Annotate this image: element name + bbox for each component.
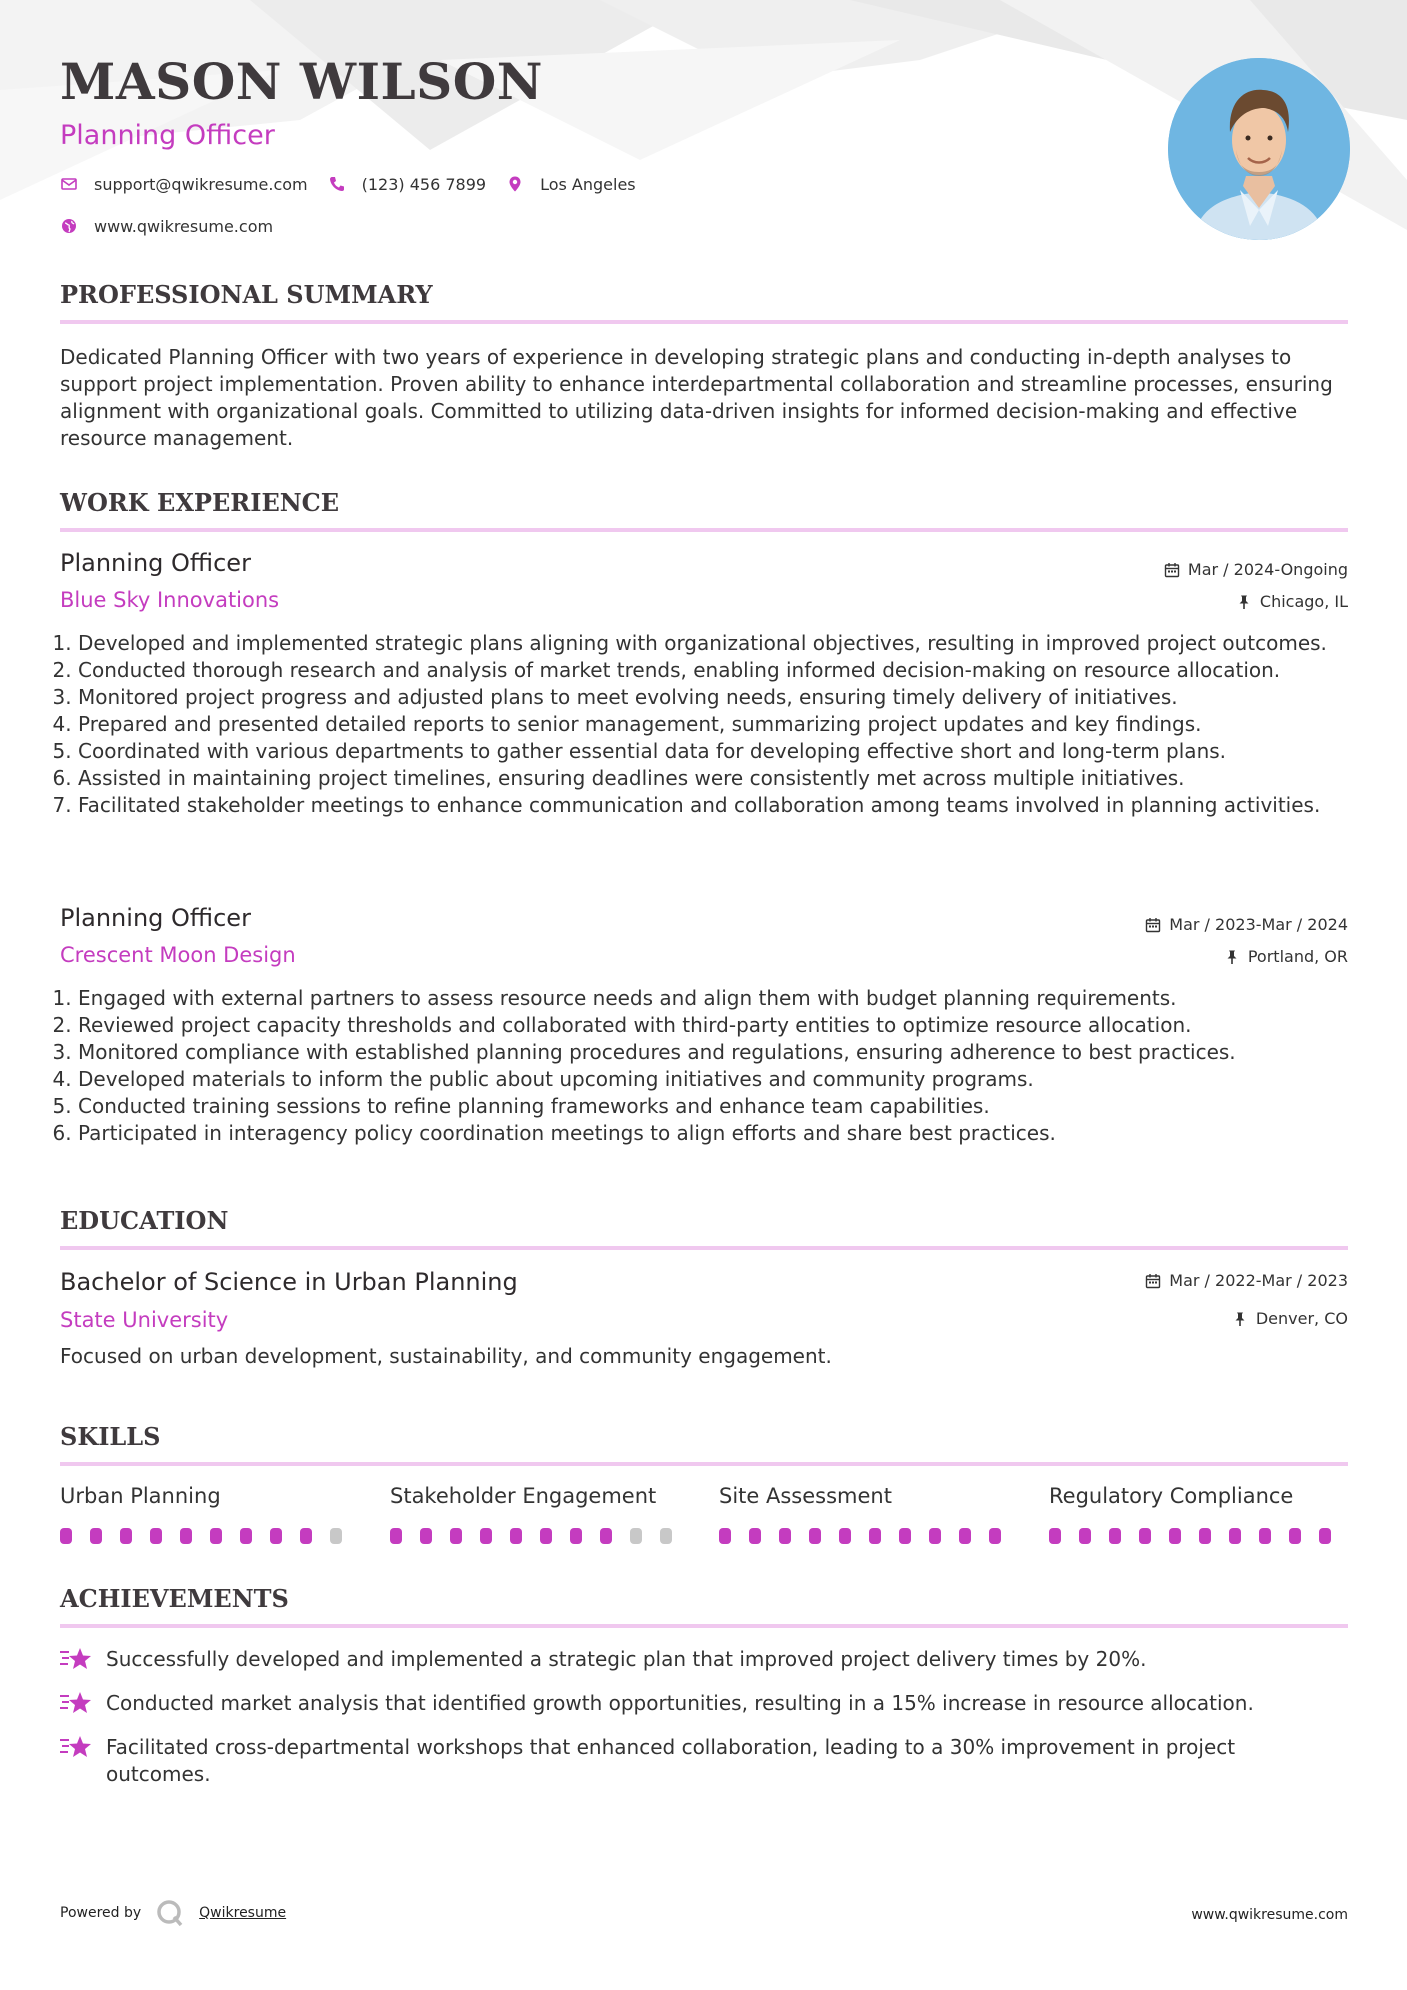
list-item: 1. Developed and implemented strategic plans aligning with organizational objectives, resulting in improved project outcomes. bbox=[78, 630, 1366, 657]
section-divider bbox=[60, 1624, 1348, 1628]
rating-dot-filled bbox=[300, 1528, 312, 1544]
envelope-icon bbox=[60, 175, 78, 193]
education-dates bbox=[1145, 1271, 1348, 1290]
rating-dot-filled bbox=[929, 1528, 941, 1544]
rating-dot-filled bbox=[839, 1528, 851, 1544]
rating-dot-filled bbox=[719, 1528, 731, 1544]
job-title: Planning Officer bbox=[60, 549, 251, 577]
job-location-text: Chicago, IL bbox=[1259, 592, 1348, 611]
job-dates bbox=[1164, 560, 1348, 579]
education-description: Focused on urban development, sustainability, and community engagement. bbox=[60, 1344, 832, 1368]
map-pin-icon bbox=[506, 175, 524, 193]
job-title: Planning Officer bbox=[60, 904, 251, 932]
skill-rating bbox=[60, 1528, 360, 1544]
company-name: Crescent Moon Design bbox=[60, 943, 296, 967]
rating-dot-filled bbox=[779, 1528, 791, 1544]
rating-dot-filled bbox=[1169, 1528, 1181, 1544]
skill-rating bbox=[390, 1528, 690, 1544]
email-contact[interactable] bbox=[60, 175, 308, 194]
pushpin-icon bbox=[1232, 1311, 1248, 1327]
rating-dot-filled bbox=[1319, 1528, 1331, 1544]
rating-dot-filled bbox=[869, 1528, 881, 1544]
location-contact bbox=[506, 175, 636, 194]
rating-dot-filled bbox=[1289, 1528, 1301, 1544]
section-divider bbox=[60, 320, 1348, 324]
rating-dot-filled bbox=[1079, 1528, 1091, 1544]
job-dates-text: Mar / 2024-Ongoing bbox=[1187, 560, 1348, 579]
shooting-star-icon bbox=[60, 1734, 92, 1760]
education-dates-text: Mar / 2022-Mar / 2023 bbox=[1169, 1271, 1348, 1290]
rating-dot-filled bbox=[1109, 1528, 1121, 1544]
list-item: 5. Coordinated with various departments to gather essential data for developing effective short and long-term plans. bbox=[78, 738, 1366, 765]
list-item: 6. Participated in interagency policy coordination meetings to align efforts and share best practices. bbox=[78, 1120, 1366, 1147]
list-item bbox=[60, 1646, 1348, 1673]
summary-text: Dedicated Planning Officer with two years of experience in developing strategic plans and conducting in-depth analyses to support project implementation. Proven ability to enhance interdepartmental collaboration and streamline processes, ensuring alignment with organizational goals. Committed to utilizing data-driven insights for informed decision-making and effective resource management. bbox=[60, 345, 1333, 450]
list-item: 2. Conducted thorough research and analysis of market trends, enabling informed decision-making on resource allocation. bbox=[78, 657, 1366, 684]
degree-title: Bachelor of Science in Urban Planning bbox=[60, 1268, 518, 1296]
section-divider bbox=[60, 528, 1348, 532]
list-item: 3. Monitored project progress and adjusted plans to meet evolving needs, ensuring timely delivery of initiatives. bbox=[78, 684, 1366, 711]
rating-dot-filled bbox=[1199, 1528, 1211, 1544]
calendar-icon bbox=[1145, 917, 1161, 933]
rating-dot-filled bbox=[390, 1528, 402, 1544]
rating-dot-empty bbox=[630, 1528, 642, 1544]
rating-dot-filled bbox=[989, 1528, 1001, 1544]
section-divider bbox=[60, 1246, 1348, 1250]
candidate-name: MASON WILSON bbox=[60, 52, 543, 111]
rating-dot-filled bbox=[120, 1528, 132, 1544]
rating-dot-filled bbox=[899, 1528, 911, 1544]
list-item: 7. Facilitated stakeholder meetings to enhance communication and collaboration among teams involved in planning activities. bbox=[78, 792, 1366, 819]
rating-dot-filled bbox=[150, 1528, 162, 1544]
skills-heading: SKILLS bbox=[60, 1422, 161, 1451]
job-dates bbox=[1145, 915, 1348, 934]
list-item: 5. Conducted training sessions to refine planning frameworks and enhance team capabilities. bbox=[78, 1093, 1366, 1120]
rating-dot-filled bbox=[1229, 1528, 1241, 1544]
rating-dot-filled bbox=[90, 1528, 102, 1544]
phone-icon bbox=[328, 175, 346, 193]
skill-item bbox=[719, 1484, 1019, 1544]
company-name: Blue Sky Innovations bbox=[60, 588, 280, 612]
rating-dot-filled bbox=[210, 1528, 222, 1544]
list-item bbox=[60, 1734, 1348, 1788]
achievements-list bbox=[60, 1646, 1348, 1805]
skill-rating bbox=[1049, 1528, 1349, 1544]
skill-rating bbox=[719, 1528, 1019, 1544]
school-name: State University bbox=[60, 1308, 229, 1332]
job-dates-text: Mar / 2023-Mar / 2024 bbox=[1169, 915, 1348, 934]
education-location-text: Denver, CO bbox=[1255, 1309, 1348, 1328]
education-location bbox=[1232, 1309, 1348, 1328]
rating-dot-filled bbox=[540, 1528, 552, 1544]
rating-dot-filled bbox=[510, 1528, 522, 1544]
skill-item bbox=[60, 1484, 360, 1544]
profile-photo bbox=[1168, 58, 1350, 240]
summary-heading: PROFESSIONAL SUMMARY bbox=[60, 280, 433, 309]
footer-powered-by bbox=[60, 1898, 286, 1928]
website-text: www.qwikresume.com bbox=[94, 216, 274, 236]
phone-contact[interactable] bbox=[328, 175, 486, 194]
rating-dot-empty bbox=[330, 1528, 342, 1544]
phone-text: (123) 456 7899 bbox=[361, 174, 487, 194]
email-text: support@qwikresume.com bbox=[94, 174, 308, 194]
rating-dot-filled bbox=[600, 1528, 612, 1544]
list-item: 3. Monitored compliance with established planning procedures and regulations, ensuring adherence to best practices. bbox=[78, 1039, 1366, 1066]
job-location bbox=[1236, 592, 1348, 611]
achievement-text: Conducted market analysis that identified growth opportunities, resulting in a 15% increase in resource allocation. bbox=[106, 1691, 1254, 1715]
job-bullets bbox=[60, 630, 1366, 819]
location-text: Los Angeles bbox=[540, 174, 636, 194]
experience-heading: WORK EXPERIENCE bbox=[60, 488, 340, 517]
contact-info bbox=[60, 172, 960, 256]
rating-dot-empty bbox=[660, 1528, 672, 1544]
education-heading: EDUCATION bbox=[60, 1206, 229, 1235]
list-item: 2. Reviewed project capacity thresholds and collaborated with third-party entities to optimize resource allocation. bbox=[78, 1012, 1366, 1039]
rating-dot-filled bbox=[240, 1528, 252, 1544]
rating-dot-filled bbox=[1139, 1528, 1151, 1544]
shooting-star-icon bbox=[60, 1646, 92, 1672]
pushpin-icon bbox=[1224, 949, 1240, 965]
rating-dot-filled bbox=[60, 1528, 72, 1544]
rating-dot-filled bbox=[570, 1528, 582, 1544]
job-location-text: Portland, OR bbox=[1247, 947, 1348, 966]
list-item: 4. Prepared and presented detailed reports to senior management, summarizing project updates and key findings. bbox=[78, 711, 1366, 738]
calendar-icon bbox=[1164, 562, 1180, 578]
globe-icon bbox=[60, 217, 78, 235]
shooting-star-icon bbox=[60, 1690, 92, 1716]
list-item: 1. Engaged with external partners to assess resource needs and align them with budget planning requirements. bbox=[78, 985, 1366, 1012]
pushpin-icon bbox=[1236, 594, 1252, 610]
rating-dot-filled bbox=[809, 1528, 821, 1544]
skill-name: Urban Planning bbox=[60, 1484, 221, 1508]
skill-item bbox=[390, 1484, 690, 1544]
rating-dot-filled bbox=[1049, 1528, 1061, 1544]
section-divider bbox=[60, 1462, 1348, 1466]
candidate-role: Planning Officer bbox=[60, 120, 275, 151]
skill-name: Site Assessment bbox=[719, 1484, 892, 1508]
rating-dot-filled bbox=[1259, 1528, 1271, 1544]
qwikresume-link[interactable]: Qwikresume bbox=[199, 1905, 287, 1921]
rating-dot-filled bbox=[480, 1528, 492, 1544]
rating-dot-filled bbox=[270, 1528, 282, 1544]
website-contact[interactable] bbox=[60, 217, 273, 236]
skill-item bbox=[1049, 1484, 1349, 1544]
achievements-heading: ACHIEVEMENTS bbox=[60, 1584, 289, 1613]
achievement-text: Facilitated cross-departmental workshops that enhanced collaboration, leading to a 30% improvement in project outcomes. bbox=[106, 1735, 1236, 1786]
rating-dot-filled bbox=[749, 1528, 761, 1544]
rating-dot-filled bbox=[180, 1528, 192, 1544]
job-bullets bbox=[60, 985, 1366, 1147]
rating-dot-filled bbox=[420, 1528, 432, 1544]
qwikresume-logo-icon bbox=[155, 1898, 185, 1928]
job-location bbox=[1224, 947, 1348, 966]
footer-website[interactable]: www.qwikresume.com bbox=[1191, 1907, 1348, 1923]
powered-by-label: Powered by bbox=[60, 1905, 142, 1921]
rating-dot-filled bbox=[959, 1528, 971, 1544]
rating-dot-filled bbox=[450, 1528, 462, 1544]
list-item bbox=[60, 1690, 1348, 1717]
calendar-icon bbox=[1145, 1273, 1161, 1289]
achievement-text: Successfully developed and implemented a strategic plan that improved project delivery times by 20%. bbox=[106, 1647, 1147, 1671]
list-item: 6. Assisted in maintaining project timelines, ensuring deadlines were consistently met across multiple initiatives. bbox=[78, 765, 1366, 792]
skill-name: Regulatory Compliance bbox=[1049, 1484, 1294, 1508]
list-item: 4. Developed materials to inform the public about upcoming initiatives and community programs. bbox=[78, 1066, 1366, 1093]
skill-name: Stakeholder Engagement bbox=[390, 1484, 657, 1508]
